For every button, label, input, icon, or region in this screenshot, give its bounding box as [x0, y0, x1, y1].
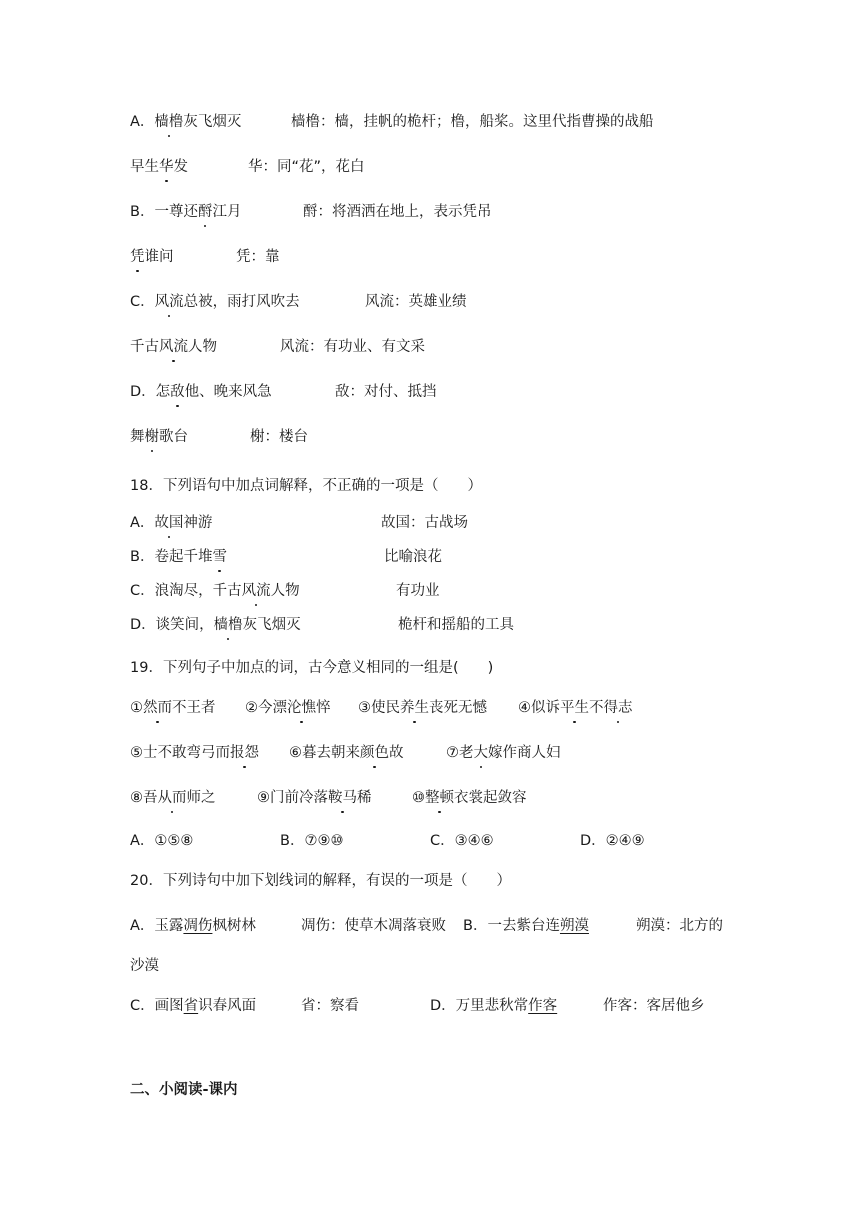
- gloss-text: 凋伤：使草木凋落衰败: [301, 918, 446, 934]
- option-text: [463, 916, 589, 936]
- sentence-text: 灰飞烟灭: [183, 114, 242, 130]
- dotted-word: 漂沦憔悴: [272, 700, 331, 716]
- text-part: 江月: [212, 204, 242, 220]
- dotted-word: 平生: [560, 700, 589, 716]
- text-part: 人物: [188, 339, 217, 355]
- option-text: [130, 615, 301, 635]
- gloss-text: 酹：将酒洒在地上，表示凭吊: [303, 204, 492, 220]
- option-label: D．: [130, 384, 156, 400]
- sentence-item: [245, 698, 331, 718]
- sentence-item: [412, 788, 527, 808]
- gloss-text: 作客：客居他乡: [603, 998, 705, 1014]
- dotted-word: 敌: [170, 384, 185, 400]
- sentence-item: [130, 743, 259, 763]
- text-part: 暮去朝来: [302, 745, 360, 761]
- option-text: [130, 916, 256, 936]
- option-label: B．: [280, 833, 305, 849]
- text-part: 稀: [357, 790, 372, 806]
- text-part: 神游: [183, 515, 213, 531]
- question-20-stem: 20．下列诗句中加下划线词的解释，有误的一项是（ ）: [130, 873, 511, 889]
- gloss-continuation: 沙漠: [130, 958, 159, 974]
- option-value: ①⑤⑧: [154, 833, 194, 849]
- gloss-text: 朔漠：北方的: [636, 918, 723, 934]
- option-value: ③④⑥: [454, 833, 494, 849]
- option-text: [130, 513, 212, 533]
- text-part: 卷起千堆: [154, 549, 213, 565]
- option-c-text: [130, 292, 300, 312]
- sentence-item: [289, 743, 404, 763]
- item-number: ⑨: [257, 790, 270, 806]
- text-part: 似诉: [531, 700, 560, 716]
- gloss-text: 榭：楼台: [250, 429, 308, 445]
- option-label: A．: [130, 515, 155, 531]
- text-part: 怎: [155, 384, 171, 400]
- dotted-word: 报怨: [230, 745, 259, 761]
- item-number: ②: [245, 700, 258, 716]
- underlined-word: 朔漠: [559, 918, 589, 934]
- dotted-word: 养生: [400, 700, 429, 716]
- text-part: 使民: [371, 700, 400, 716]
- choice-b[interactable]: [280, 831, 343, 851]
- sentence-item: [130, 788, 216, 808]
- item-number: ⑤: [130, 745, 143, 761]
- sentence-item: [518, 698, 633, 718]
- item-number: ⑧: [130, 790, 143, 806]
- dotted-word: 风流: [241, 583, 271, 599]
- gloss-text: 故国：古战场: [381, 515, 468, 531]
- section-heading: 二、小阅读-课内: [130, 1082, 238, 1098]
- item-number: ⑦: [446, 745, 459, 761]
- gloss-text: 风流：英雄业绩: [365, 294, 467, 310]
- dotted-word: 从而: [157, 790, 187, 806]
- dotted-word: 然而: [143, 700, 172, 716]
- dotted-word: 风流: [154, 294, 184, 310]
- question-19-stem: 19．下列句子中加点的词，古今意义相同的一组是( ): [130, 660, 494, 676]
- dotted-word: 华: [159, 159, 174, 175]
- item-number: ①: [130, 700, 143, 716]
- option-label: C．: [130, 294, 155, 310]
- text-part: 人物: [270, 583, 300, 599]
- text-part: 识春风面: [198, 998, 257, 1014]
- option-text: [430, 996, 557, 1016]
- gloss-text: 有功业: [396, 583, 440, 599]
- option-label: B．: [130, 204, 155, 220]
- text-part: 衣裳起敛容: [454, 790, 527, 806]
- option-label: B．: [130, 549, 155, 565]
- option-label: D．: [430, 998, 456, 1014]
- text-part: 丧死无憾: [429, 700, 487, 716]
- text-part: 千古: [130, 339, 159, 355]
- text-part: 今: [258, 700, 273, 716]
- sentence-item: [358, 698, 487, 718]
- gloss-text: 敌：对付、抵挡: [335, 384, 437, 400]
- text-part: 发: [173, 159, 188, 175]
- text-part: 舞: [130, 429, 145, 445]
- dotted-word: 颜色: [360, 745, 389, 761]
- gloss-text: 省：察看: [301, 998, 359, 1014]
- option-text: [130, 996, 256, 1016]
- text-part: 一去紫台连: [487, 918, 560, 934]
- dotted-word: 樯橹: [154, 114, 184, 130]
- text-part: 歌台: [159, 429, 188, 445]
- sentence-text: [130, 157, 188, 177]
- option-value: ②④⑨: [605, 833, 645, 849]
- option-value: ⑦⑨⑩: [304, 833, 344, 849]
- text-part: 总被，雨打风吹去: [183, 294, 300, 310]
- text-part: 师之: [186, 790, 216, 806]
- choice-a[interactable]: [130, 831, 193, 851]
- text-part: 画图: [154, 998, 184, 1014]
- item-number: ⑩: [412, 790, 425, 806]
- text-part: 浪淘尽，千古: [154, 583, 242, 599]
- option-d-text: [130, 382, 272, 402]
- item-number: ⑥: [289, 745, 302, 761]
- underlined-word: 凋伤: [183, 918, 213, 934]
- text-part: 门前冷落: [270, 790, 328, 806]
- option-text: [130, 547, 227, 567]
- option-label: C．: [130, 998, 155, 1014]
- question-18-stem: 18．下列语句中加点词解释，不正确的一项是（ ）: [130, 478, 482, 494]
- text-part: 谈笑间，: [155, 617, 214, 633]
- gloss-text: 桅杆和摇船的工具: [398, 617, 514, 633]
- sentence-text: [130, 427, 188, 447]
- dotted-word: 整顿: [425, 790, 454, 806]
- dotted-word: 故国: [154, 515, 184, 531]
- underlined-word: 作客: [528, 998, 558, 1014]
- text-part: 万里悲秋常: [455, 998, 529, 1014]
- text-part: 故: [389, 745, 404, 761]
- option-label: C．: [130, 583, 155, 599]
- option-label: A．: [130, 114, 155, 130]
- text-part: 玉露: [154, 918, 184, 934]
- item-number: ③: [358, 700, 371, 716]
- dotted-word: 凭: [130, 249, 145, 265]
- text-part: 嫁作商人妇: [488, 745, 561, 761]
- text-part: 灰飞烟灭: [242, 617, 301, 633]
- text-part: 吾: [143, 790, 158, 806]
- dotted-word: 得志: [603, 700, 633, 716]
- text-part: 谁问: [144, 249, 174, 265]
- dotted-word: 樯橹: [213, 617, 243, 633]
- choice-d[interactable]: [580, 831, 645, 851]
- dotted-word: 雪: [212, 549, 227, 565]
- text-part: 一尊还: [154, 204, 198, 220]
- text-part: 老: [459, 745, 474, 761]
- sentence-item: [130, 698, 216, 718]
- item-number: ④: [518, 700, 531, 716]
- sentence-text: [130, 337, 217, 357]
- gloss-text: 风流：有功业、有文采: [280, 339, 425, 355]
- sentence-item: [446, 743, 561, 763]
- option-text: [130, 581, 300, 601]
- text-part: 他、晚来风急: [184, 384, 272, 400]
- text-part: 士不敢弯弓而: [143, 745, 230, 761]
- dotted-word: 大: [473, 745, 488, 761]
- text-part: 早生: [130, 159, 159, 175]
- text-part: 不: [589, 700, 604, 716]
- sentence-item: [257, 788, 372, 808]
- option-label: D．: [130, 617, 156, 633]
- choice-c[interactable]: [430, 831, 494, 851]
- dotted-word: 风流: [159, 339, 188, 355]
- sentence-text: [130, 247, 174, 267]
- option-a-text: [130, 112, 241, 132]
- option-label: A．: [130, 833, 155, 849]
- text-part: 不王者: [172, 700, 216, 716]
- option-b-text: [130, 202, 241, 222]
- option-a-gloss: 樯橹：樯，挂帆的桅杆；橹，船桨。这里代指曹操的战船: [291, 114, 654, 130]
- option-label: D．: [580, 833, 606, 849]
- gloss-text: 比喻浪花: [384, 549, 442, 565]
- text-part: 枫树林: [212, 918, 256, 934]
- dotted-word: 榭: [144, 429, 159, 445]
- dotted-word: 酹: [197, 204, 213, 220]
- gloss-text: 华：同“花”，花白: [248, 159, 365, 175]
- dotted-word: 鞍马: [328, 790, 357, 806]
- option-label: B．: [463, 918, 488, 934]
- gloss-text: 凭：靠: [236, 249, 280, 265]
- option-label: A．: [130, 918, 155, 934]
- underlined-word: 省: [183, 998, 199, 1014]
- option-label: C．: [430, 833, 455, 849]
